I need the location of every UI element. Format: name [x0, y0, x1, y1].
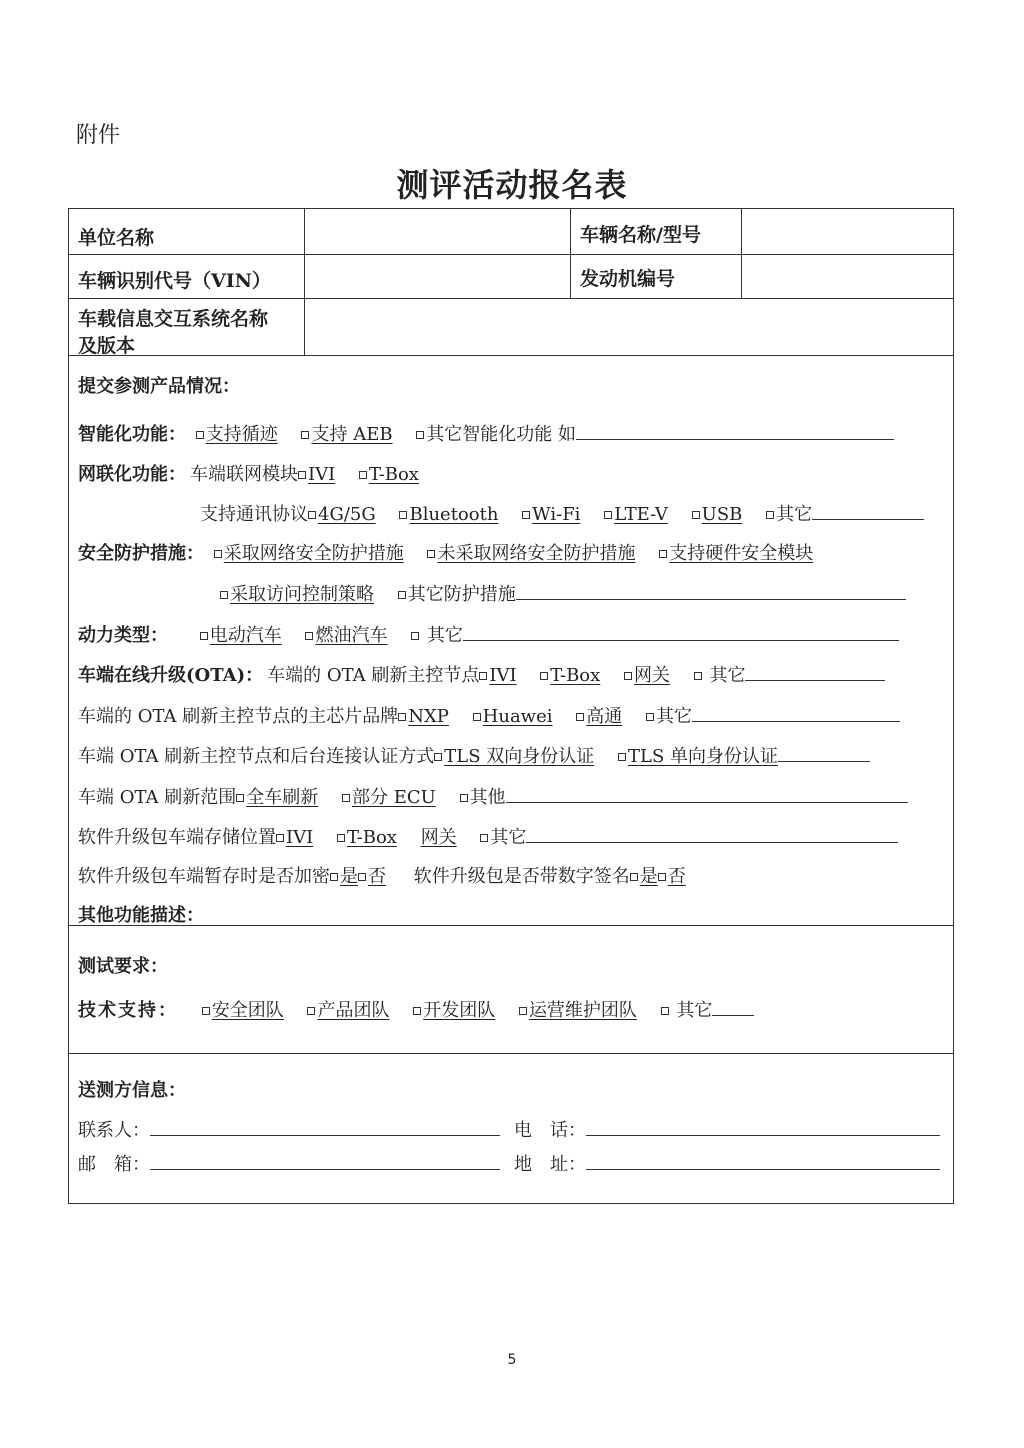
security-row-2: 采取访问控制策略 其它防护措施 — [220, 580, 906, 606]
checkbox[interactable] — [399, 511, 407, 519]
security-row-1: 安全防护措施： 采取网络安全防护措施 未采取网络安全防护措施 支持硬件安全模块 — [78, 543, 814, 564]
checkbox[interactable] — [276, 834, 284, 842]
contact-field[interactable] — [150, 1135, 500, 1136]
infotainment-label: 车载信息交互系统名称 — [78, 308, 269, 330]
smart-opt-tracking: 支持循迹 — [196, 420, 278, 446]
chip-row: 车端的 OTA 刷新主控节点的主芯片品牌 NXP Huawei 高通 其它 — [78, 702, 900, 728]
checkbox[interactable] — [411, 632, 419, 640]
checkbox[interactable] — [630, 873, 638, 881]
checkbox[interactable] — [305, 632, 313, 640]
checkbox[interactable] — [330, 873, 338, 881]
checkbox[interactable] — [692, 511, 700, 519]
checkbox[interactable] — [479, 672, 487, 680]
col-divider — [570, 208, 571, 298]
checkbox[interactable] — [298, 471, 306, 479]
checkbox[interactable] — [301, 431, 309, 439]
checkbox[interactable] — [618, 753, 626, 761]
checkbox[interactable] — [196, 431, 204, 439]
products-heading: 提交参测产品情况： — [78, 376, 240, 397]
checkbox[interactable] — [604, 511, 612, 519]
protocol-row: 支持通讯协议 4G/5G Bluetooth Wi-Fi LTE-V USB 其它 — [200, 500, 924, 526]
col-divider — [304, 208, 305, 355]
ota-row: 车端在线升级(OTA)： 车端的 OTA 刷新主控节点 IVI T-Box 网关 其它 — [78, 661, 885, 687]
checkbox[interactable] — [519, 1007, 527, 1015]
checkbox[interactable] — [398, 713, 406, 721]
checkbox[interactable] — [480, 834, 488, 842]
sender-heading: 送测方信息： — [78, 1080, 186, 1101]
checkbox[interactable] — [200, 632, 208, 640]
checkbox[interactable] — [658, 873, 666, 881]
storage-row: 软件升级包车端存储位置 IVI T-Box 网关 其它 — [78, 823, 898, 849]
smart-opt-aeb: 支持 AEB — [301, 420, 392, 446]
contact-row: 联系人： — [78, 1116, 500, 1142]
checkbox[interactable] — [307, 1007, 315, 1015]
checkbox[interactable] — [540, 672, 548, 680]
vin-label: 车辆识别代号（VIN） — [78, 270, 271, 292]
other-desc-row: 其他功能描述： — [78, 905, 204, 926]
scope-row: 车端 OTA 刷新范围 全车刷新 部分 ECU 其他 — [78, 783, 908, 809]
row-divider — [68, 254, 954, 255]
phone-field[interactable] — [586, 1135, 940, 1136]
checkbox[interactable] — [576, 713, 584, 721]
support-row: 技术支持： 安全团队 产品团队 开发团队 运营维护团队 其它 — [78, 996, 754, 1022]
infotainment-label-2: 及版本 — [78, 335, 136, 357]
col-divider — [741, 208, 742, 298]
checkbox[interactable] — [358, 873, 366, 881]
email-field[interactable] — [150, 1169, 500, 1170]
checkbox[interactable] — [413, 1007, 421, 1015]
page-number: 5 — [507, 1352, 517, 1368]
unit-name-label: 单位名称 — [78, 227, 155, 249]
checkbox[interactable] — [646, 713, 654, 721]
checkbox[interactable] — [342, 794, 350, 802]
power-row: 动力类型： 电动汽车 燃油汽车 其它 — [78, 621, 899, 647]
checkbox[interactable] — [236, 794, 244, 802]
checkbox[interactable] — [398, 591, 406, 599]
checkbox[interactable] — [661, 1007, 669, 1015]
checkbox[interactable] — [427, 550, 435, 558]
checkbox[interactable] — [416, 431, 424, 439]
row-divider — [68, 1053, 954, 1054]
test-heading: 测试要求： — [78, 956, 168, 977]
checkbox[interactable] — [460, 794, 468, 802]
checkbox[interactable] — [359, 471, 367, 479]
checkbox[interactable] — [308, 511, 316, 519]
network-row: 网联化功能： 车端联网模块 IVI T-Box — [78, 464, 419, 485]
email-row: 邮 箱： — [78, 1150, 500, 1176]
checkbox[interactable] — [220, 591, 228, 599]
row-divider — [68, 298, 954, 299]
encrypt-row: 软件升级包车端暂存时是否加密 是 否 软件升级包是否带数字签名 是 否 — [78, 866, 686, 887]
smart-opt-other: 其它智能化功能 如 — [416, 420, 894, 446]
checkbox[interactable] — [337, 834, 345, 842]
checkbox[interactable] — [694, 672, 702, 680]
engine-no-label: 发动机编号 — [580, 268, 676, 290]
checkbox[interactable] — [522, 511, 530, 519]
checkbox[interactable] — [434, 753, 442, 761]
auth-row: 车端 OTA 刷新主控节点和后台连接认证方式 TLS 双向身份认证 TLS 单向身份认证 — [78, 742, 870, 768]
checkbox[interactable] — [766, 511, 774, 519]
smart-row: 智能化功能： 支持循迹 支持 AEB 其它智能化功能 如 — [78, 420, 912, 446]
checkbox[interactable] — [659, 550, 667, 558]
checkbox[interactable] — [202, 1007, 210, 1015]
vehicle-model-label: 车辆名称/型号 — [580, 224, 701, 246]
attachment-label: 附件 — [76, 123, 121, 148]
checkbox[interactable] — [473, 713, 481, 721]
address-field[interactable] — [586, 1169, 940, 1170]
form-title: 测评活动报名表 — [396, 166, 628, 204]
checkbox[interactable] — [624, 672, 632, 680]
address-row: 地 址： — [514, 1150, 940, 1176]
row-divider — [68, 355, 954, 356]
phone-row: 电 话： — [514, 1116, 940, 1142]
checkbox[interactable] — [214, 550, 222, 558]
